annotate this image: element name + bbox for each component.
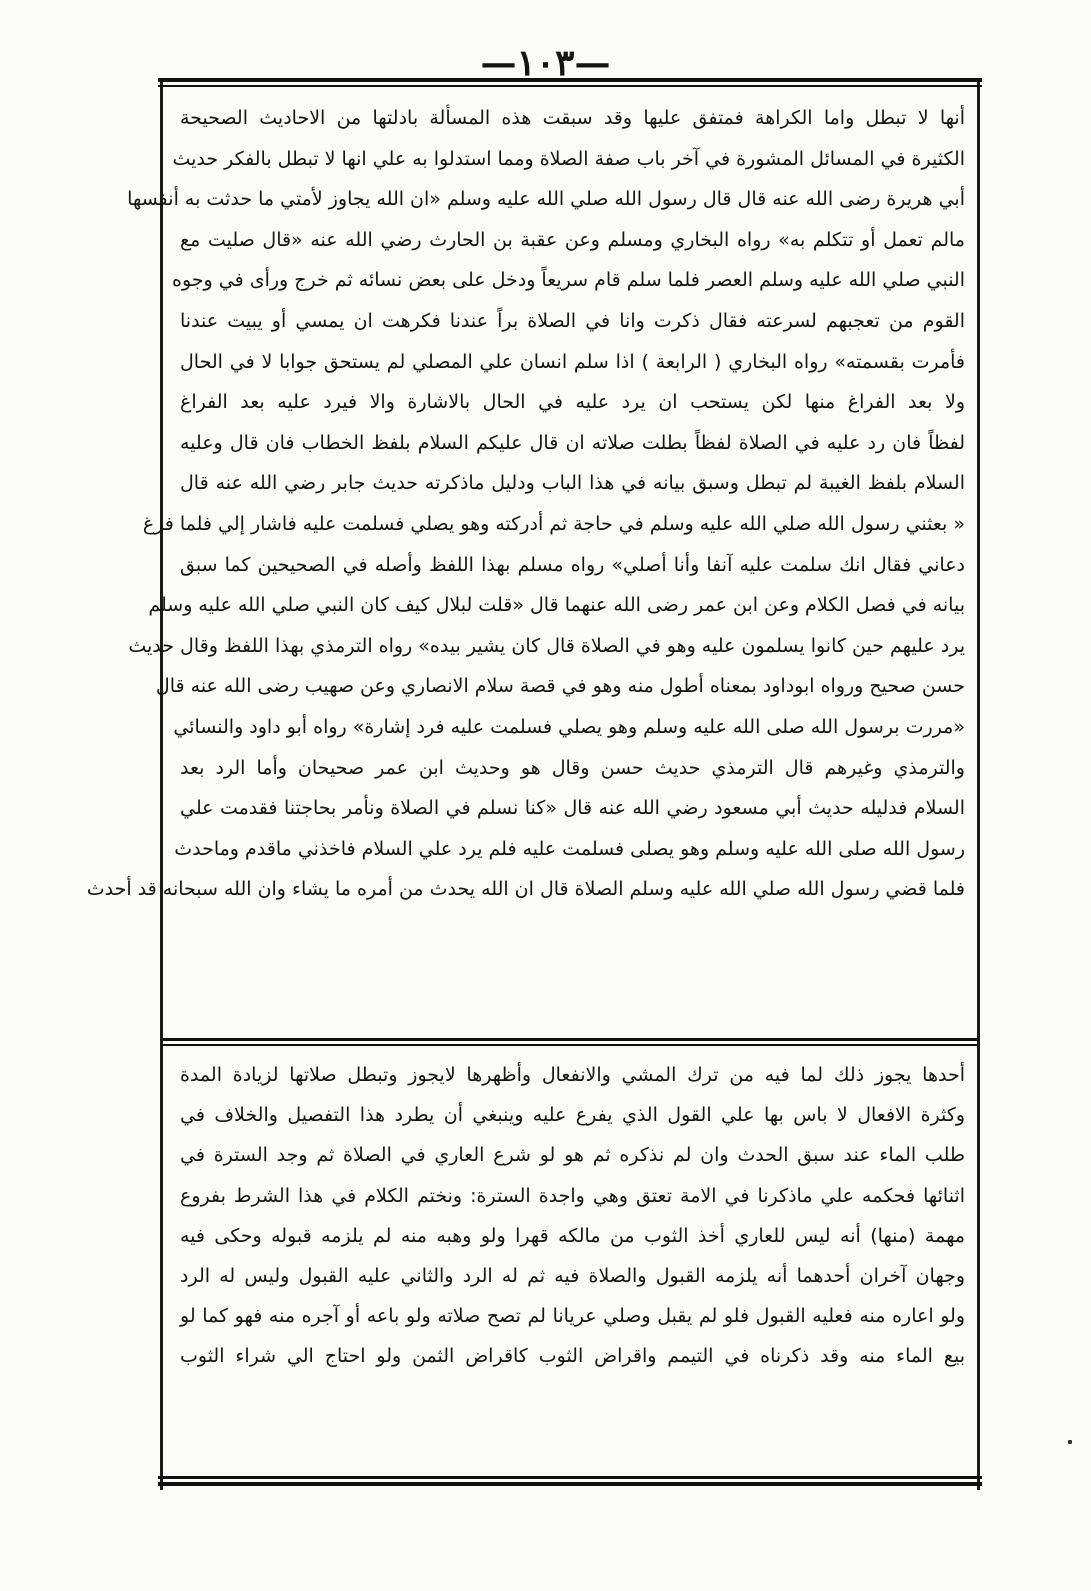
text-line: رسول الله صلى الله عليه وسلم وهو يصلى فسلمت عليه فلم يرد علي السلام فاخذني ماقدم وماحدث xyxy=(174,837,965,860)
text-line: السلام فدليله حديث أبي مسعود رضي الله عنه قال «كنا نسلم في الصلاة ونأمر بحاجتنا فقدمت علي xyxy=(180,797,965,820)
footnote-text xyxy=(180,1055,965,1377)
text-line: فأمرت بقسمته» رواه البخاري ( الرابعة ) اذا سلم انسان علي المصلي لم يستحق جوابا لا في الحال xyxy=(180,350,965,373)
footnote-line: أحدها يجوز ذلك لما فيه من ترك المشي والانفعال وأظهرها لايجوز وتبطل صلاتها لزيادة المدة xyxy=(180,1064,965,1086)
main-text xyxy=(86,98,965,910)
text-line: لفظاً فان رد عليه في الصلاة لفظاً بطلت صلاته ان قال عليكم السلام بلفظ الخطاب فان قال وعليه xyxy=(180,431,965,454)
footnote-line: وجهان آخران أحدهما أنه يلزمه القبول والصلاة فيه ثم له الرد والثاني عليه القبول وليس له الرد xyxy=(180,1264,965,1287)
footnote-line: طلب الماء عند سبق الحدث وان لم نذكره ثم هو لو شرع العاري في الصلاة ثم وجد السترة في xyxy=(180,1144,965,1167)
text-line: والترمذي وغيرهم قال الترمذي حديث حسن وقال هو وحديث ابن عمر صحيحان وأما الرد بعد xyxy=(180,756,965,779)
text-line: أنها لا تبطل واما الكراهة فمتفق عليها وقد سبقت هذه المسألة بادلتها من الاحاديث الصحيحة xyxy=(180,107,965,129)
text-line: بيانه في فصل الكلام وعن ابن عمر رضى الله عنهما قال «قلت لبلال كيف كان النبي صلي الله عليه وسلم xyxy=(148,594,965,617)
text-line: فلما قضي رسول الله صلي الله عليه وسلم الصلاة قال ان الله يحدث من أمره ما يشاء وان الله سبحانه قد أحدث xyxy=(86,878,965,901)
text-line: « بعثني رسول الله صلي الله عليه وسلم في حاجة ثم أدركته وهو يصلي فسلمت عليه فاشار إلي فلما فرغ xyxy=(142,512,965,535)
text-line: الكثيرة في المسائل المشورة في آخر باب صفة الصلاة ومما استدلوا به علي انها لا تبطل بالفكر حديث xyxy=(172,147,965,170)
text-line: مالم تعمل أو تتكلم به» رواه البخاري ومسلم وعن عقبة بن الحارث رضي الله عنه «قال صليت مع xyxy=(180,228,965,251)
footnote-line: وكثرة الافعال لا باس بها علي القول الذي يفرع عليه وينبغي أن يطرد هذا التفصيل والخلاف في xyxy=(180,1104,965,1127)
text-line: القوم من تعجبهم لسرعته فقال ذكرت وانا في الصلاة براً عندنا فكرهت ان يمسي أو يبيت عندنا xyxy=(180,309,965,332)
text-line: حسن صحيح ورواه ابوداود بمعناه أطول منه وهو في قصة سلام الانصاري وعن صهيب رضى الله عنه قال xyxy=(155,675,965,698)
text-line: يرد عليهم حين كانوا يسلمون عليه وهو في الصلاة قال كان يشير بيده» رواه الترمذي بهذا اللفظ وقال حديث xyxy=(128,634,965,657)
scan-speck xyxy=(1068,1440,1072,1444)
text-line: النبي صلي الله عليه وسلم العصر فلما سلم قام سريعاً ودخل على بعض نسائه ثم خرج ورأى في وجوه xyxy=(172,269,965,292)
middle-divider-rule xyxy=(162,1038,978,1046)
footnote-line: بيع الماء منه وقد ذكرناه في التيمم واقراض الثوب كاقراض الثمن ولو احتاج الي شراء الثوب xyxy=(180,1345,965,1368)
footnote-line: ولو اعاره منه فعليه القبول فلو لم يقبل وصلي عريانا لم تصح صلاته ولو باعه أو آجره منه فهو كما لو xyxy=(180,1305,965,1328)
text-line: ولا بعد الفراغ منها لكن يستحب ان يرد عليه في الحال بالاشارة والا فيرد عليه بعد الفراغ xyxy=(180,391,965,414)
footnote-line: مهمة (منها) أنه ليس للعاري أخذ الثوب من مالكه قهرا ولو وهبه منه لم يلزمه قبوله وحكى فيه xyxy=(180,1224,965,1247)
bottom-double-rule xyxy=(158,1476,982,1486)
text-line: «مررت برسول الله صلى الله عليه وسلم وهو يصلي فسلمت عليه فرد إشارة» رواه أبو داود والنسائي xyxy=(173,715,965,738)
text-line: دعاني فقال انك سلمت عليه آنفا وأنا أصلي» رواه مسلم بهذا اللفظ وأصله في الصحيحين كما سبق xyxy=(180,553,965,576)
text-line: أبي هريرة رضى الله عنه قال قال رسول الله صلي الله عليه وسلم «ان الله يجاوز لأمتي ما حدثت به أنفسها xyxy=(127,188,965,211)
page-number: —١٠٣— xyxy=(480,42,611,84)
top-double-rule xyxy=(158,78,982,87)
text-line: السلام بلفظ الغيبة لم تبطل وسبق بيانه في هذا الباب ودليل ماذكرته حديث جابر رضي الله عنه قال xyxy=(180,472,965,495)
footnote-line: اثنائها فحكمه علي ماذكرنا في الامة تعتق وهي واجدة السترة: ونختم الكلام في هذا الشرط بفروع xyxy=(180,1184,965,1207)
